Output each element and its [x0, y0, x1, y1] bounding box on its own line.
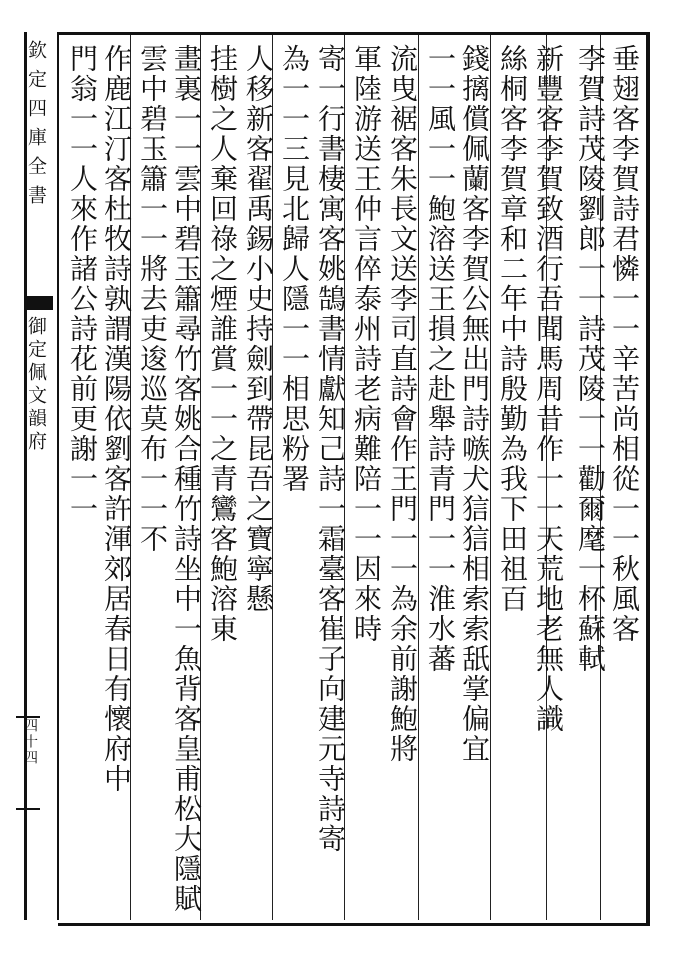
text-column: 寄一行書棲寓客姚鵠書情獻知己詩一霜臺客崔子向建元寺詩寄 — [314, 44, 347, 854]
text-column: 為一一三見北歸人隱一一相思粉署 — [278, 44, 311, 494]
text-column: 垂翅客李賀詩君憐一一辛苦尚相從一一秋風客 — [608, 44, 641, 644]
text-column: 錢摛償佩蘭客李賀公無出門詩嗾犬狺狺相索索舐掌偏宜 — [458, 44, 491, 764]
text-column: 一一風一一鮑溶送王損之赴舉詩青門一一淮水蕃 — [424, 44, 457, 674]
page-number: 四十四 — [16, 716, 40, 810]
text-column: 新豐客李賀致酒行吾聞馬周昔作一一天荒地老無人識 — [532, 44, 565, 734]
text-column: 作鹿江汀客杜牧詩孰謂漢陽依劉客許渾郊居春日有懷府中 — [100, 44, 133, 794]
fishtail-mark-icon — [25, 296, 53, 310]
text-column: 門翁一一人來作諸公詩花前更謝一一 — [66, 44, 99, 524]
text-column: 人移新客翟禹錫小史持劍到帶昆吾之寶寧懸 — [242, 44, 275, 614]
text-column: 李賀詩茂陵劉郎一一詩茂陵一一勸爾麾一杯蘇軾 — [574, 44, 607, 674]
text-column: 流曳裾客朱長文送李司直詩會作王門一一為余前謝鮑將 — [386, 44, 419, 764]
text-column: 畫裏一一雲中碧玉簫尋竹客姚合種竹詩坐中一魚背客皇甫松大隱賦 — [170, 44, 203, 914]
text-column: 雲中碧玉簫一一將去吏逡巡莫布一一不 — [136, 44, 169, 554]
text-column: 挂樹之人棄回祿之煙誰賞一一之青鸞客鮑溶東 — [206, 44, 239, 644]
running-title: 欽定四庫全書 — [25, 40, 47, 214]
section-title: 御定佩文韻府 — [25, 316, 47, 454]
text-column: 軍陸游送王仲言倅泰州詩老病難陪一一因來時 — [350, 44, 383, 644]
text-column: 絲桐客李賀章和二年中詩殷勤為我下田祖百 — [496, 44, 529, 614]
